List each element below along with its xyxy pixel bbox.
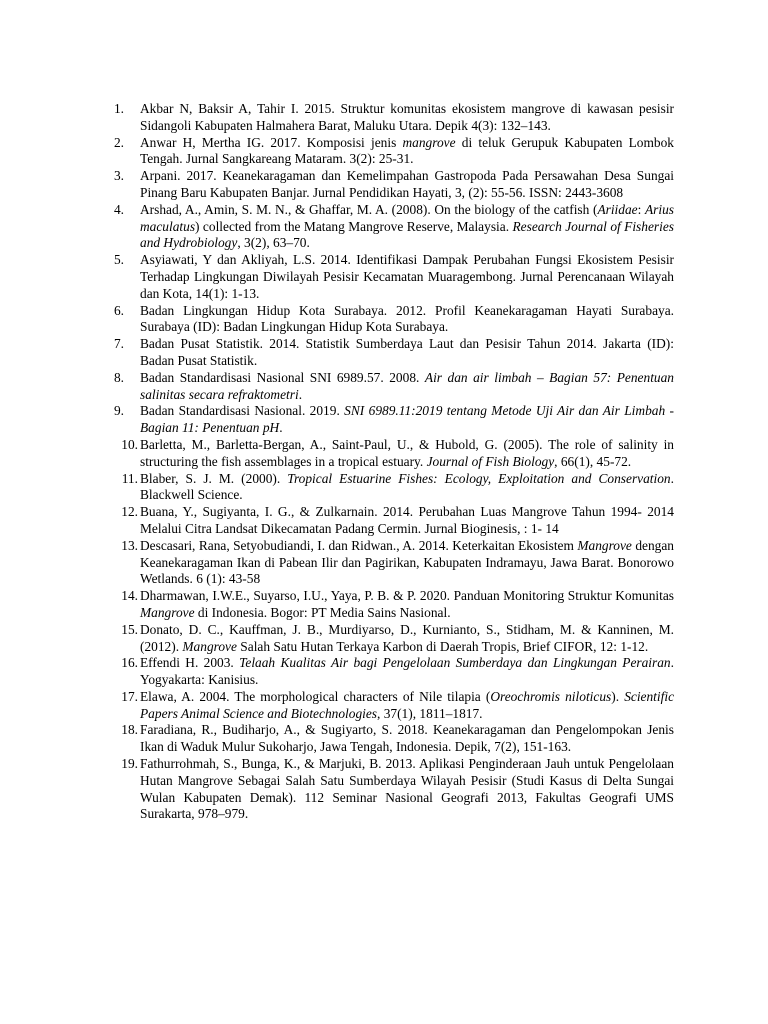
reference-text: Badan Pusat Statistik. 2014. Statistik Sumberdaya Laut dan Pesisir Tahun 2014. Jakarta (ID): Badan Pusat Statistik. <box>140 336 674 368</box>
reference-text: Barletta, M., Barletta-Bergan, A., Saint-Paul, U., & Hubold, G. (2005). The role of salinity in structuring the fish assemblages in a tropical estuary. <box>140 436 674 469</box>
reference-number: 15 . <box>110 622 138 639</box>
reference-item <box>110 403 674 437</box>
reference-text: di Indonesia. Bogor: PT Media Sains Nasional. <box>194 604 451 620</box>
reference-number: 12 . <box>110 504 138 521</box>
reference-item <box>110 689 674 723</box>
italic-text: Telaah Kualitas Air bagi Pengelolaan Sumberdaya dan Lingkungan Perairan <box>239 655 671 671</box>
reference-item <box>110 437 674 471</box>
reference-number: 6 . <box>110 303 124 320</box>
reference-text: Donato, D. C., Kauffman, J. B., Murdiyarso, D., Kurnianto, S., Stidham, M. & Kanninen, M. (2012). <box>140 621 674 654</box>
reference-text: . <box>279 420 283 436</box>
italic-text: Oreochromis niloticus <box>490 688 612 704</box>
reference-text: Dharmawan, I.W.E., Suyarso, I.U., Yaya, P. B. & P. 2020. Panduan Monitoring Struktur Komunitas <box>140 588 674 604</box>
reference-text: Descasari, Rana, Setyobudiandi, I. dan Ridwan., A. 2014. Keterkaitan Ekosistem <box>140 537 578 553</box>
reference-number: 2 . <box>110 135 124 152</box>
italic-text: Mangrove <box>140 604 195 620</box>
reference-list <box>110 101 674 823</box>
reference-text: Badan Lingkungan Hidup Kota Surabaya. 2012. Profil Keanekaragaman Hayati Surabaya. Surabaya (ID): Badan Lingkungan Hidup Kota Surabaya. <box>140 302 674 335</box>
reference-text: ) collected from the Matang Mangrove Reserve, Malaysia. <box>195 218 513 234</box>
reference-number: 19 . <box>110 756 138 773</box>
reference-number: 1 . <box>110 101 124 118</box>
reference-number: 18 . <box>110 722 138 739</box>
reference-text: . Yogyakarta: Kanisius. <box>140 655 674 688</box>
reference-text: Arshad, A., Amin, S. M. N., & Ghaffar, M. A. (2008). On the biology of the catfish ( <box>140 201 598 217</box>
reference-number: 7 . <box>110 336 124 353</box>
reference-item <box>110 655 674 689</box>
reference-item <box>110 370 674 404</box>
reference-number: 13 . <box>110 538 138 555</box>
reference-text: Salah Satu Hutan Terkaya Karbon di Daerah Tropis, Brief CIFOR, 12: 1-12. <box>236 638 649 654</box>
reference-number: 9 . <box>110 403 124 420</box>
reference-text: Faradiana, R., Budiharjo, A., & Sugiyarto, S. 2018. Keanekaragaman dan Pengelompokan Jenis Ikan di Waduk Mulur Sukoharjo, Jawa Tengah, Indonesia. Depik, 7(2), 151-163. <box>140 722 674 755</box>
reference-number: 14 . <box>110 588 138 605</box>
reference-item <box>110 471 674 505</box>
reference-number: 5 . <box>110 252 124 269</box>
reference-text: Fathurrohmah, S., Bunga, K., & Marjuki, B. 2013. Aplikasi Penginderaan Jauh untuk Pengelolaan Hutan Mangrove Sebagai Salah Satu Sumberdaya Wilayah Pesisir (Studi Kasus di Delta Sungai Wulan Kabupaten Demak). 112 Seminar Nasional Geografi 2013, Fakultas Geografi UMS Surakarta, 978–979. <box>140 756 674 822</box>
reference-item <box>110 504 674 538</box>
reference-text: , 37(1), 1811–1817. <box>377 705 483 721</box>
reference-text: Akbar N, Baksir A, Tahir I. 2015. Struktur komunitas ekosistem mangrove di kawasan pesisir Sidangoli Kabupaten Halmahera Barat, Maluku Utara. Depik 4(3): 132–143. <box>140 101 674 133</box>
italic-text: Arius maculatus <box>140 201 674 234</box>
italic-text: Air dan air limbah – Bagian 57: Penentuan salinitas secara refraktometri <box>140 369 675 402</box>
reference-item <box>110 756 674 823</box>
reference-text: di teluk Gerupuk Kabupaten Lombok Tengah. Jurnal Sangkareang Mataram. 3(2): 25-31. <box>140 134 674 167</box>
reference-number: 4 . <box>110 202 124 219</box>
italic-text: Scientific Papers Animal Science and Biotechnologies <box>140 688 675 721</box>
italic-text: Research Journal of Fisheries and Hydrobiology <box>140 218 674 251</box>
reference-number: 10 . <box>110 437 138 454</box>
reference-text: Badan Standardisasi Nasional. 2019. <box>140 403 345 419</box>
italic-text: Journal of Fish Biology <box>426 453 555 469</box>
reference-text: Arpani. 2017. Keanekaragaman dan Kemelimpahan Gastropoda Pada Persawahan Desa Sungai Pinang Baru Kabupaten Banjar. Jurnal Pendidikan Hayati, 3, (2): 55-56. ISSN: 2443-3608 <box>140 168 674 200</box>
italic-text: Tropical Estuarine Fishes: Ecology, Exploitation and Conservation <box>287 470 671 486</box>
reference-text: Elawa, A. 2004. The morphological characters of Nile tilapia ( <box>140 688 491 704</box>
reference-item <box>110 168 674 202</box>
reference-text: Asyiawati, Y dan Akliyah, L.S. 2014. Identifikasi Dampak Perubahan Fungsi Ekosistem Pesisir Terhadap Lingkungan Diwilayah Pesisir Kecamatan Muaragembong. Jurnal Perencanaan Wilayah dan Kota, 14(1): 1-13. <box>140 252 674 301</box>
reference-text: Buana, Y., Sugiyanta, I. G., & Zulkarnain. 2014. Perubahan Luas Mangrove Tahun 1994- 2014 Melalui Citra Landsat Dikecamatan Padang Cermin. Jurnal Bioginesis, : 1- 14 <box>140 504 674 536</box>
reference-text: Badan Standardisasi Nasional SNI 6989.57. 2008. <box>140 369 425 385</box>
reference-text: . Blackwell Science. <box>140 470 674 503</box>
reference-item <box>110 622 674 656</box>
reference-text: Effendi H. 2003. <box>140 655 240 671</box>
reference-number: 3 . <box>110 168 124 185</box>
reference-number: 16 . <box>110 655 138 672</box>
reference-number: 17 . <box>110 689 138 706</box>
reference-item <box>110 135 674 169</box>
reference-item <box>110 101 674 135</box>
reference-item <box>110 722 674 756</box>
reference-text: dengan Keanekaragaman Ikan di Pabean Ilir dan Pagirikan, Kabupaten Indramayu, Jawa Barat. Bonorowo Wetlands. 6 (1): 43-58 <box>140 537 674 587</box>
reference-item <box>110 303 674 337</box>
reference-item <box>110 588 674 622</box>
reference-number: 11 . <box>110 471 138 488</box>
reference-item <box>110 538 674 588</box>
reference-text: . <box>298 386 303 402</box>
reference-text: ). <box>611 688 625 704</box>
reference-text: , 66(1), 45-72. <box>554 453 632 469</box>
italic-text: SNI 6989.11:2019 tentang Metode Uji Air dan Air Limbah - Bagian 11: Penentuan pH <box>140 403 674 436</box>
italic-text: Ariidae <box>597 201 638 217</box>
reference-number: 8 . <box>110 370 124 387</box>
reference-text: Blaber, S. J. M. (2000). <box>140 470 288 486</box>
reference-item <box>110 336 674 370</box>
reference-text: , 3(2), 63–70. <box>237 235 310 251</box>
italic-text: mangrove <box>402 134 456 150</box>
italic-text: Mangrove <box>577 537 632 553</box>
reference-text: : <box>637 201 645 217</box>
reference-item <box>110 252 674 302</box>
reference-text: Anwar H, Mertha IG. 2017. Komposisi jenis <box>140 134 403 150</box>
reference-item <box>110 202 674 252</box>
italic-text: Mangrove <box>182 638 237 654</box>
